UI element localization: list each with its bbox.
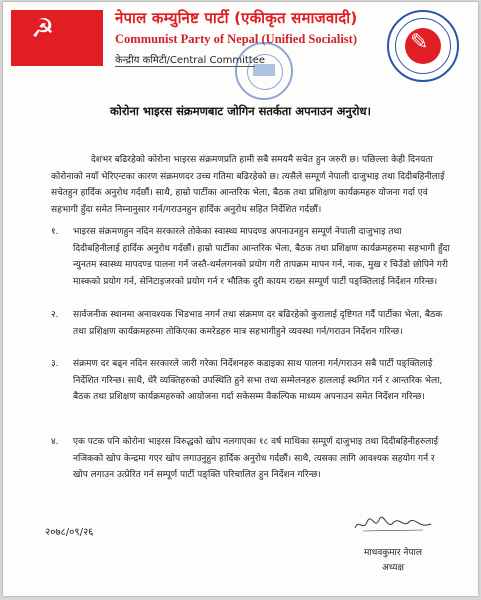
letter-page [3, 2, 478, 596]
point-number: ३. [51, 359, 59, 369]
notice-title: कोरोना भाइरस संक्रमणबाट जोगिन सतर्कता अपनाउन अनुरोध। [110, 104, 371, 118]
list-item [51, 224, 451, 290]
header-divider [115, 66, 255, 67]
signer-name: माधवकुमार नेपाल [364, 548, 422, 558]
party-flag-icon [11, 10, 103, 66]
intro-paragraph: देशभर बढिरहेको कोरोना भाइरस संक्रमणप्रति हामी सबै समयमै सचेत हुन जरुरी छ। पछिल्ला केही दिनयता कोरोनाको नयाँ भेरिएन्टका कारण संक्रमणदर उच्च गतिमा बढिरहेको छ। त्यसैले सम्पूर्ण नेपाली दाजुभाइ तथा दिदीबहिनीलाई सचेतहुन हार्दिक अनुरोध गर्दछौं। साथै, हाम्रो पार्टीका आन्तरिक भेला, बैठक तथा प्रशिक्षण कार्यक्रमहरु योजना गर्दा एवं सहभागी हुँदा समेत निम्नानुसार गर्न/गराउनहुन हार्दिक अनुरोध सहित निर्देशित गर्दछौं। [51, 155, 445, 215]
list-item [51, 434, 451, 484]
official-stamp-icon [235, 42, 293, 100]
pen-icon: ✎ [410, 30, 429, 55]
point-text: एक पटक पनि कोरोना भाइरस विरुद्धको खोप नलगाएका १८ वर्ष माथिका सम्पूर्ण दाजुभाइ तथा दिदीबहिनीहरुलाई नजिकको खोप केन्द्रमा गएर खोप लगाउनुहुन हार्दिक अनुरोध गर्दछौं। साथै, त्यसका लागि आवश्यक सहयोग गर्न र खोप लगाउन उत्प्रेरित गर्न सम्पूर्ण पार्टी पङ्क्ति परिचालित हुन निर्देशन गरिन्छ। [73, 437, 439, 480]
point-text: संक्रमण दर बढ्न नदिन सरकारले जारी गरेका निर्देशनहरु कडाइका साथ पालना गर्न/गराउन सबै पार्टी पङ्क्तिलाई निर्देशित गरिन्छ। साथै, धेरै व्यक्तिहरुको उपस्थिति हुने सभा तथा सम्मेलनहरु हाललाई स्थगित गर्न र आन्तरिक भेला, बैठक तथा प्रशिक्षण कार्यक्रमहरुको आयोजना गर्दा सकेसम्म वैकल्पिक माध्यम अपनाउन समेत निर्देशन गरिन्छ। [73, 359, 443, 402]
point-number: १. [51, 227, 59, 237]
point-number: ४. [51, 437, 59, 447]
committee-label: केन्द्रीय कमिटी/Central Committee [115, 55, 265, 66]
list-item [51, 356, 451, 406]
party-name-english: Communist Party of Nepal (Unified Socialist) [115, 32, 357, 46]
signature-icon [353, 514, 433, 534]
stamp-flag-icon [253, 64, 275, 76]
point-number: २. [51, 310, 59, 320]
point-text: भाइरस संक्रमणहुन नदिन सरकारले तोकेका स्वास्थ्य मापदण्ड अपनाउनहुन सम्पूर्ण नेपाली दाजुभाइ तथा दिदीबहिनीलाई हार्दिक अनुरोध गर्दछौं। हाम्रो पार्टीका आन्तरिक भेला, बैठक तथा प्रशिक्षण कार्यक्रमहरुमा सहभागी हुँदा न्युनतम स्वास्थ्य मापदण्ड पालना गर्न जस्तै-थर्मलगनको प्रयोग गरी तापक्रम मापन गर्न, नाक, मुख र चिउँडो छोपिने गरी मास्कको प्रयोग गर्न, सेनिटाइजरको प्रयोग गर्न र भौतिक दुरी कायम राख्न सम्पूर्ण पार्टी पङ्क्तिलाई निर्देशन गरिन्छ। [73, 227, 450, 287]
party-name-nepali: नेपाल कम्युनिष्ट पार्टी (एकीकृत समाजवादी) [115, 9, 358, 27]
hammer-sickle-icon: ☭ [31, 14, 55, 44]
notice-date: २०७८/०९/२६ [45, 527, 94, 538]
point-text: सार्वजनीक स्थानमा अनावश्यक भिडभाड नगर्न तथा संक्रमण दर बढिरहेको कुरालाई दृष्टिगत गर्दै पार्टीका भेला, बैठक तथा प्रशिक्षण कार्यक्रमहरुमा तोकिएका कमरेडहरु मात्र सहभागीहुने व्यवस्था गर्न/गराउन निर्देशन गरिन्छ। [73, 310, 443, 337]
party-logo-icon [387, 10, 459, 82]
list-item [51, 307, 451, 340]
signer-role: अध्यक्ष [382, 563, 404, 573]
